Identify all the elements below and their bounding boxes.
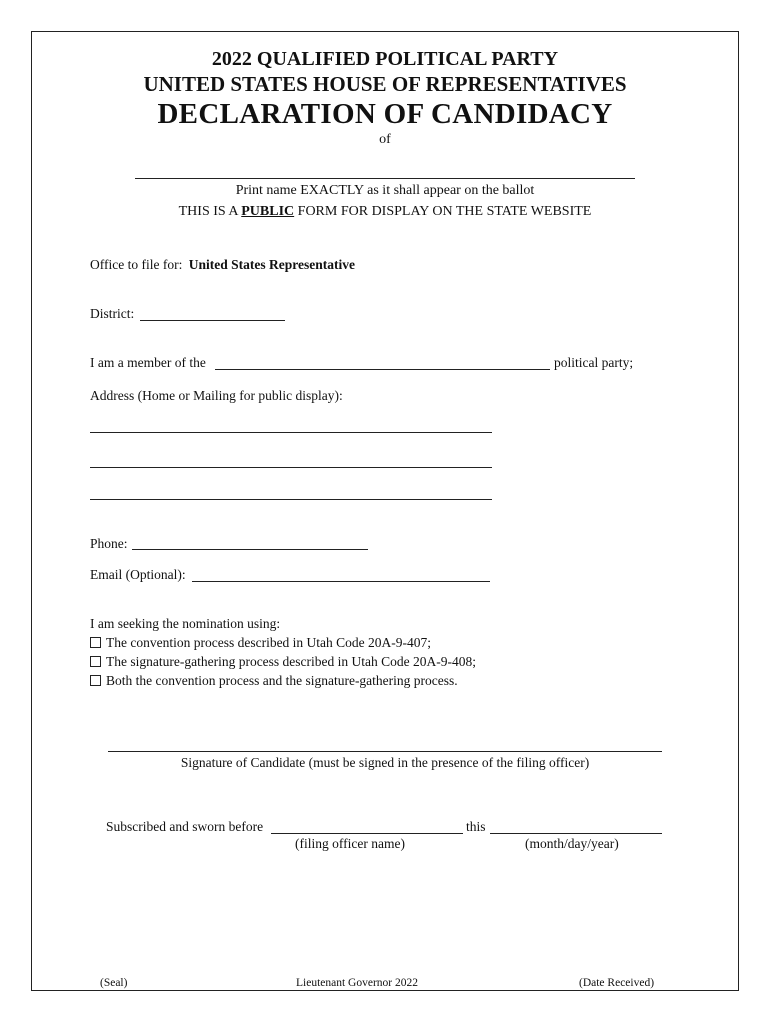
candidate-signature-field[interactable] (108, 751, 662, 752)
form-title-line-2: UNITED STATES HOUSE OF REPRESENTATIVES (143, 72, 627, 96)
sworn-date-field[interactable] (490, 833, 662, 834)
candidate-name-field[interactable] (135, 178, 635, 179)
seal-label: (Seal) (100, 977, 128, 989)
filing-officer-name-field[interactable] (271, 833, 463, 834)
nomination-option-both[interactable] (90, 673, 458, 689)
public-notice-emphasis: PUBLIC (241, 204, 295, 219)
sworn-prefix: Subscribed and sworn before (106, 819, 264, 834)
nomination-option-label: Both the convention process and the signature-gathering process. (106, 673, 458, 688)
form-title-line-1: 2022 QUALIFIED POLITICAL PARTY (211, 48, 559, 70)
political-party-field[interactable] (215, 369, 550, 370)
form-title-main: DECLARATION OF CANDIDACY (157, 98, 613, 130)
nomination-option-convention[interactable] (90, 635, 431, 651)
signature-caption: Signature of Candidate (must be signed in the presence of the filing officer) (180, 755, 590, 770)
address-line-3-field[interactable] (90, 499, 492, 500)
date-received-label: (Date Received) (579, 977, 655, 989)
district-label: District: (90, 306, 135, 321)
office-value: United States Representative (188, 257, 355, 272)
party-prefix: I am a member of the (90, 355, 206, 370)
district-field[interactable] (140, 320, 285, 321)
public-notice-prefix: THIS IS A (178, 204, 242, 219)
phone-field[interactable] (132, 549, 368, 550)
public-form-notice (0, 204, 770, 220)
date-caption: (month/day/year) (525, 836, 619, 851)
party-suffix: political party; (554, 355, 634, 370)
sworn-this: this (466, 819, 486, 834)
checkbox-icon[interactable] (90, 675, 101, 686)
of-label: of (379, 132, 391, 147)
public-notice-suffix: FORM FOR DISPLAY ON THE STATE WEBSITE (294, 204, 592, 219)
name-instruction: Print name EXACTLY as it shall appear on the ballot (235, 183, 535, 198)
filing-officer-caption: (filing officer name) (295, 836, 405, 851)
phone-label: Phone: (90, 536, 128, 551)
lieutenant-governor-label: Lieutenant Governor 2022 (296, 977, 418, 989)
nomination-intro: I am seeking the nomination using: (90, 616, 281, 631)
nomination-option-signature[interactable] (90, 654, 476, 670)
checkbox-icon[interactable] (90, 637, 101, 648)
nomination-option-label: The convention process described in Utah Code 20A-9-407; (106, 635, 432, 650)
nomination-option-label: The signature-gathering process described in Utah Code 20A-9-408; (106, 654, 477, 669)
address-label: Address (Home or Mailing for public display): (90, 388, 343, 403)
office-label: Office to file for: (90, 257, 183, 272)
email-field[interactable] (192, 581, 490, 582)
address-line-2-field[interactable] (90, 467, 492, 468)
office-row (90, 257, 355, 273)
email-label: Email (Optional): (90, 567, 186, 582)
checkbox-icon[interactable] (90, 656, 101, 667)
address-line-1-field[interactable] (90, 432, 492, 433)
